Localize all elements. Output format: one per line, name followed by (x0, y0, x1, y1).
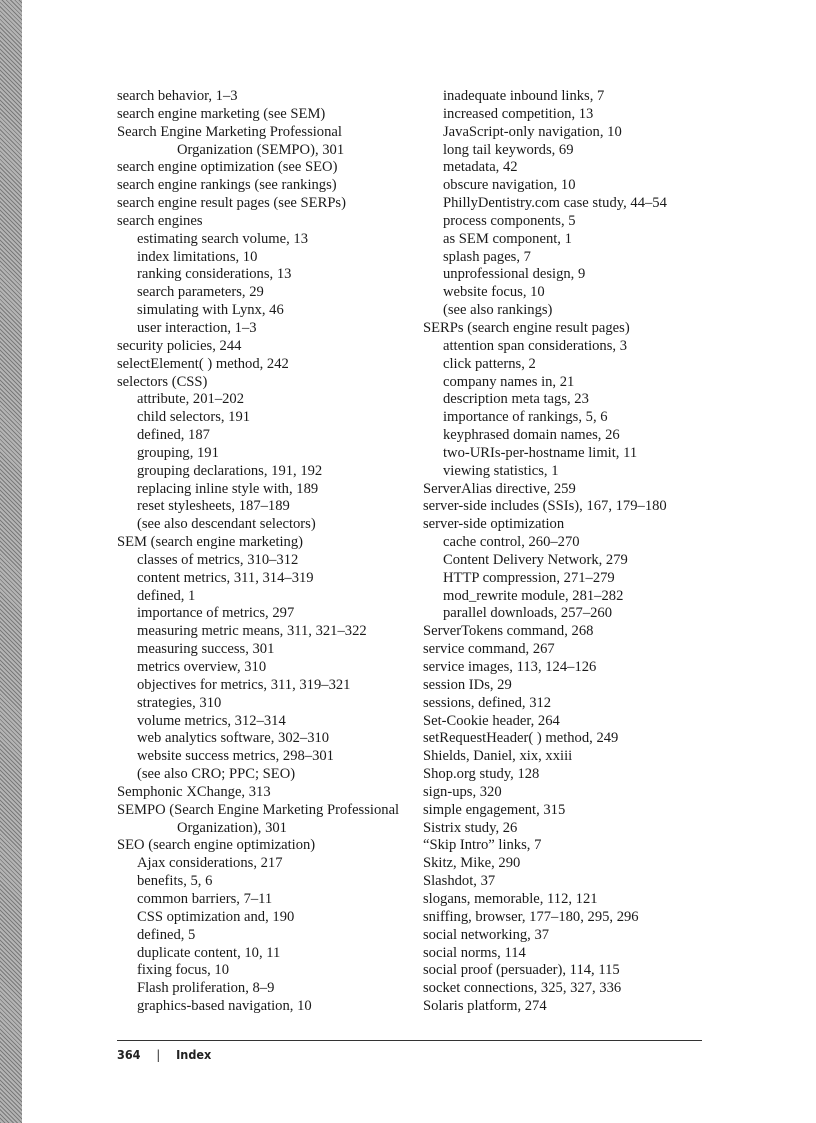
index-subentry: Flash proliferation, 8–9 (137, 980, 275, 997)
index-subentry: search parameters, 29 (137, 284, 264, 301)
page-edge-texture (0, 0, 22, 1123)
index-entry: Shop.org study, 128 (423, 766, 540, 783)
index-subentry: (see also CRO; PPC; SEO) (137, 766, 296, 783)
index-entry: SERPs (search engine result pages) (423, 319, 630, 336)
index-entry: slogans, memorable, 112, 121 (423, 890, 598, 907)
index-entry: Slashdot, 37 (423, 873, 496, 890)
index-subentry: PhillyDentistry.com case study, 44–54 (443, 195, 667, 212)
index-subentry: website success metrics, 298–301 (137, 748, 334, 765)
index-subentry: grouping, 191 (137, 444, 219, 461)
index-subentry: web analytics software, 302–310 (137, 730, 330, 747)
index-entry: socket connections, 325, 327, 336 (423, 980, 622, 997)
index-subentry: keyphrased domain names, 26 (443, 427, 620, 444)
index-subentry: as SEM component, 1 (443, 230, 572, 247)
index-subentry: mod_rewrite module, 281–282 (443, 587, 624, 604)
index-subentry: (see also rankings) (443, 302, 553, 319)
index-subentry: volume metrics, 312–314 (137, 712, 286, 729)
index-subentry: attribute, 201–202 (137, 391, 245, 408)
index-entry: selectors (CSS) (117, 373, 208, 390)
index-entry: selectElement( ) method, 242 (117, 355, 289, 372)
index-subentry: defined, 187 (137, 427, 210, 444)
index-entry: server-side optimization (423, 516, 565, 533)
index-column-right (423, 88, 718, 1016)
index-subentry: HTTP compression, 271–279 (443, 569, 615, 586)
index-entry: service command, 267 (423, 641, 555, 658)
index-subentry: content metrics, 311, 314–319 (137, 569, 314, 586)
index-entry: server-side includes (SSIs), 167, 179–180 (423, 498, 667, 515)
index-subentry: unprofessional design, 9 (443, 266, 586, 283)
index-subentry: importance of metrics, 297 (137, 605, 295, 622)
index-subentry: cache control, 260–270 (443, 534, 580, 551)
index-entry: social norms, 114 (423, 944, 526, 961)
index-entry: search engines (117, 212, 203, 229)
index-subentry: click patterns, 2 (443, 355, 536, 372)
index-subentry: inadequate inbound links, 7 (443, 88, 605, 104)
index-subentry: strategies, 310 (137, 694, 222, 711)
index-entry: sniffing, browser, 177–180, 295, 296 (423, 908, 639, 925)
index-entry: Search Engine Marketing Professional Organization (SEMPO), 301 (117, 123, 345, 158)
page-footer (117, 1047, 211, 1062)
index-subentry: CSS optimization and, 190 (137, 908, 295, 925)
index-entry: “Skip Intro” links, 7 (423, 837, 542, 854)
index-subentry: importance of rankings, 5, 6 (443, 409, 608, 426)
index-entry: search behavior, 1–3 (117, 88, 238, 104)
index-entry: Sistrix study, 26 (423, 819, 518, 836)
index-entry: sign-ups, 320 (423, 783, 502, 800)
index-entry: SEM (search engine marketing) (117, 534, 304, 551)
index-subentry: measuring success, 301 (137, 641, 275, 658)
index-subentry: index limitations, 10 (137, 248, 258, 265)
section-title: Index (176, 1047, 212, 1062)
footer-rule (117, 1040, 702, 1041)
index-subentry: splash pages, 7 (443, 248, 531, 265)
index-subentry: (see also descendant selectors) (137, 516, 316, 533)
index-entry: search engine marketing (see SEM) (117, 105, 326, 122)
index-subentry: company names in, 21 (443, 373, 575, 390)
index-subentry: benefits, 5, 6 (137, 873, 213, 890)
index-subentry: attention span considerations, 3 (443, 337, 628, 354)
index-subentry: increased competition, 13 (443, 105, 594, 122)
index-subentry: estimating search volume, 13 (137, 230, 309, 247)
index-entry: service images, 113, 124–126 (423, 659, 597, 675)
index-subentry: Ajax considerations, 217 (137, 855, 283, 872)
index-subentry: replacing inline style with, 189 (137, 480, 319, 497)
index-entry: sessions, defined, 312 (423, 694, 552, 711)
index-entry: ServerTokens command, 268 (423, 623, 594, 640)
index-subentry: defined, 5 (137, 926, 196, 943)
index-subentry: metrics overview, 310 (137, 659, 267, 675)
index-subentry: long tail keywords, 69 (443, 141, 574, 158)
index-entry: Solaris platform, 274 (423, 998, 547, 1015)
index-subentry: Content Delivery Network, 279 (443, 551, 628, 568)
page-number: 364 (117, 1047, 141, 1062)
index-subentry: grouping declarations, 191, 192 (137, 462, 323, 479)
index-subentry: ranking considerations, 13 (137, 266, 292, 283)
index-subentry: classes of metrics, 310–312 (137, 551, 299, 568)
index-entry: Semphonic XChange, 313 (117, 783, 271, 800)
index-subentry: measuring metric means, 311, 321–322 (137, 623, 367, 640)
index-entry: search engine rankings (see rankings) (117, 177, 337, 194)
index-subentry: reset stylesheets, 187–189 (137, 498, 290, 515)
index-entry: SEMPO (Search Engine Marketing Professional Organization), 301 (117, 801, 400, 836)
index-entry: ServerAlias directive, 259 (423, 480, 576, 497)
index-entry: simple engagement, 315 (423, 801, 566, 818)
index-subentry: objectives for metrics, 311, 319–321 (137, 676, 351, 693)
index-entry: SEO (search engine optimization) (117, 837, 316, 854)
index-subentry: description meta tags, 23 (443, 391, 589, 408)
index-subentry: duplicate content, 10, 11 (137, 944, 281, 961)
index-subentry: simulating with Lynx, 46 (137, 302, 284, 319)
index-subentry: metadata, 42 (443, 159, 518, 176)
index-subentry: defined, 1 (137, 587, 196, 604)
index-subentry: website focus, 10 (443, 284, 545, 301)
index-entry: search engine optimization (see SEO) (117, 159, 338, 176)
index-subentry: fixing focus, 10 (137, 962, 230, 979)
footer-separator: | (156, 1047, 161, 1062)
index-entry: session IDs, 29 (423, 676, 512, 693)
index-entry: Set-Cookie header, 264 (423, 712, 560, 729)
index-entry: Shields, Daniel, xix, xxiii (423, 748, 573, 765)
index-entry: search engine result pages (see SERPs) (117, 195, 346, 212)
index-subentry: viewing statistics, 1 (443, 462, 559, 479)
index-entry: Skitz, Mike, 290 (423, 855, 521, 872)
index-subentry: JavaScript-only navigation, 10 (443, 123, 622, 140)
index-subentry: process components, 5 (443, 212, 576, 229)
index-entry: security policies, 244 (117, 337, 242, 354)
index-subentry: parallel downloads, 257–260 (443, 605, 613, 622)
index-subentry: obscure navigation, 10 (443, 177, 576, 194)
index-entry: social proof (persuader), 114, 115 (423, 962, 620, 979)
index-column-left (117, 88, 407, 1016)
index-subentry: child selectors, 191 (137, 409, 251, 426)
index-entry: social networking, 37 (423, 926, 550, 943)
index-subentry: common barriers, 7–11 (137, 890, 273, 907)
index-entry: setRequestHeader( ) method, 249 (423, 730, 619, 747)
index-subentry: two-URIs-per-hostname limit, 11 (443, 444, 638, 461)
index-subentry: user interaction, 1–3 (137, 319, 257, 336)
index-subentry: graphics-based navigation, 10 (137, 998, 312, 1015)
